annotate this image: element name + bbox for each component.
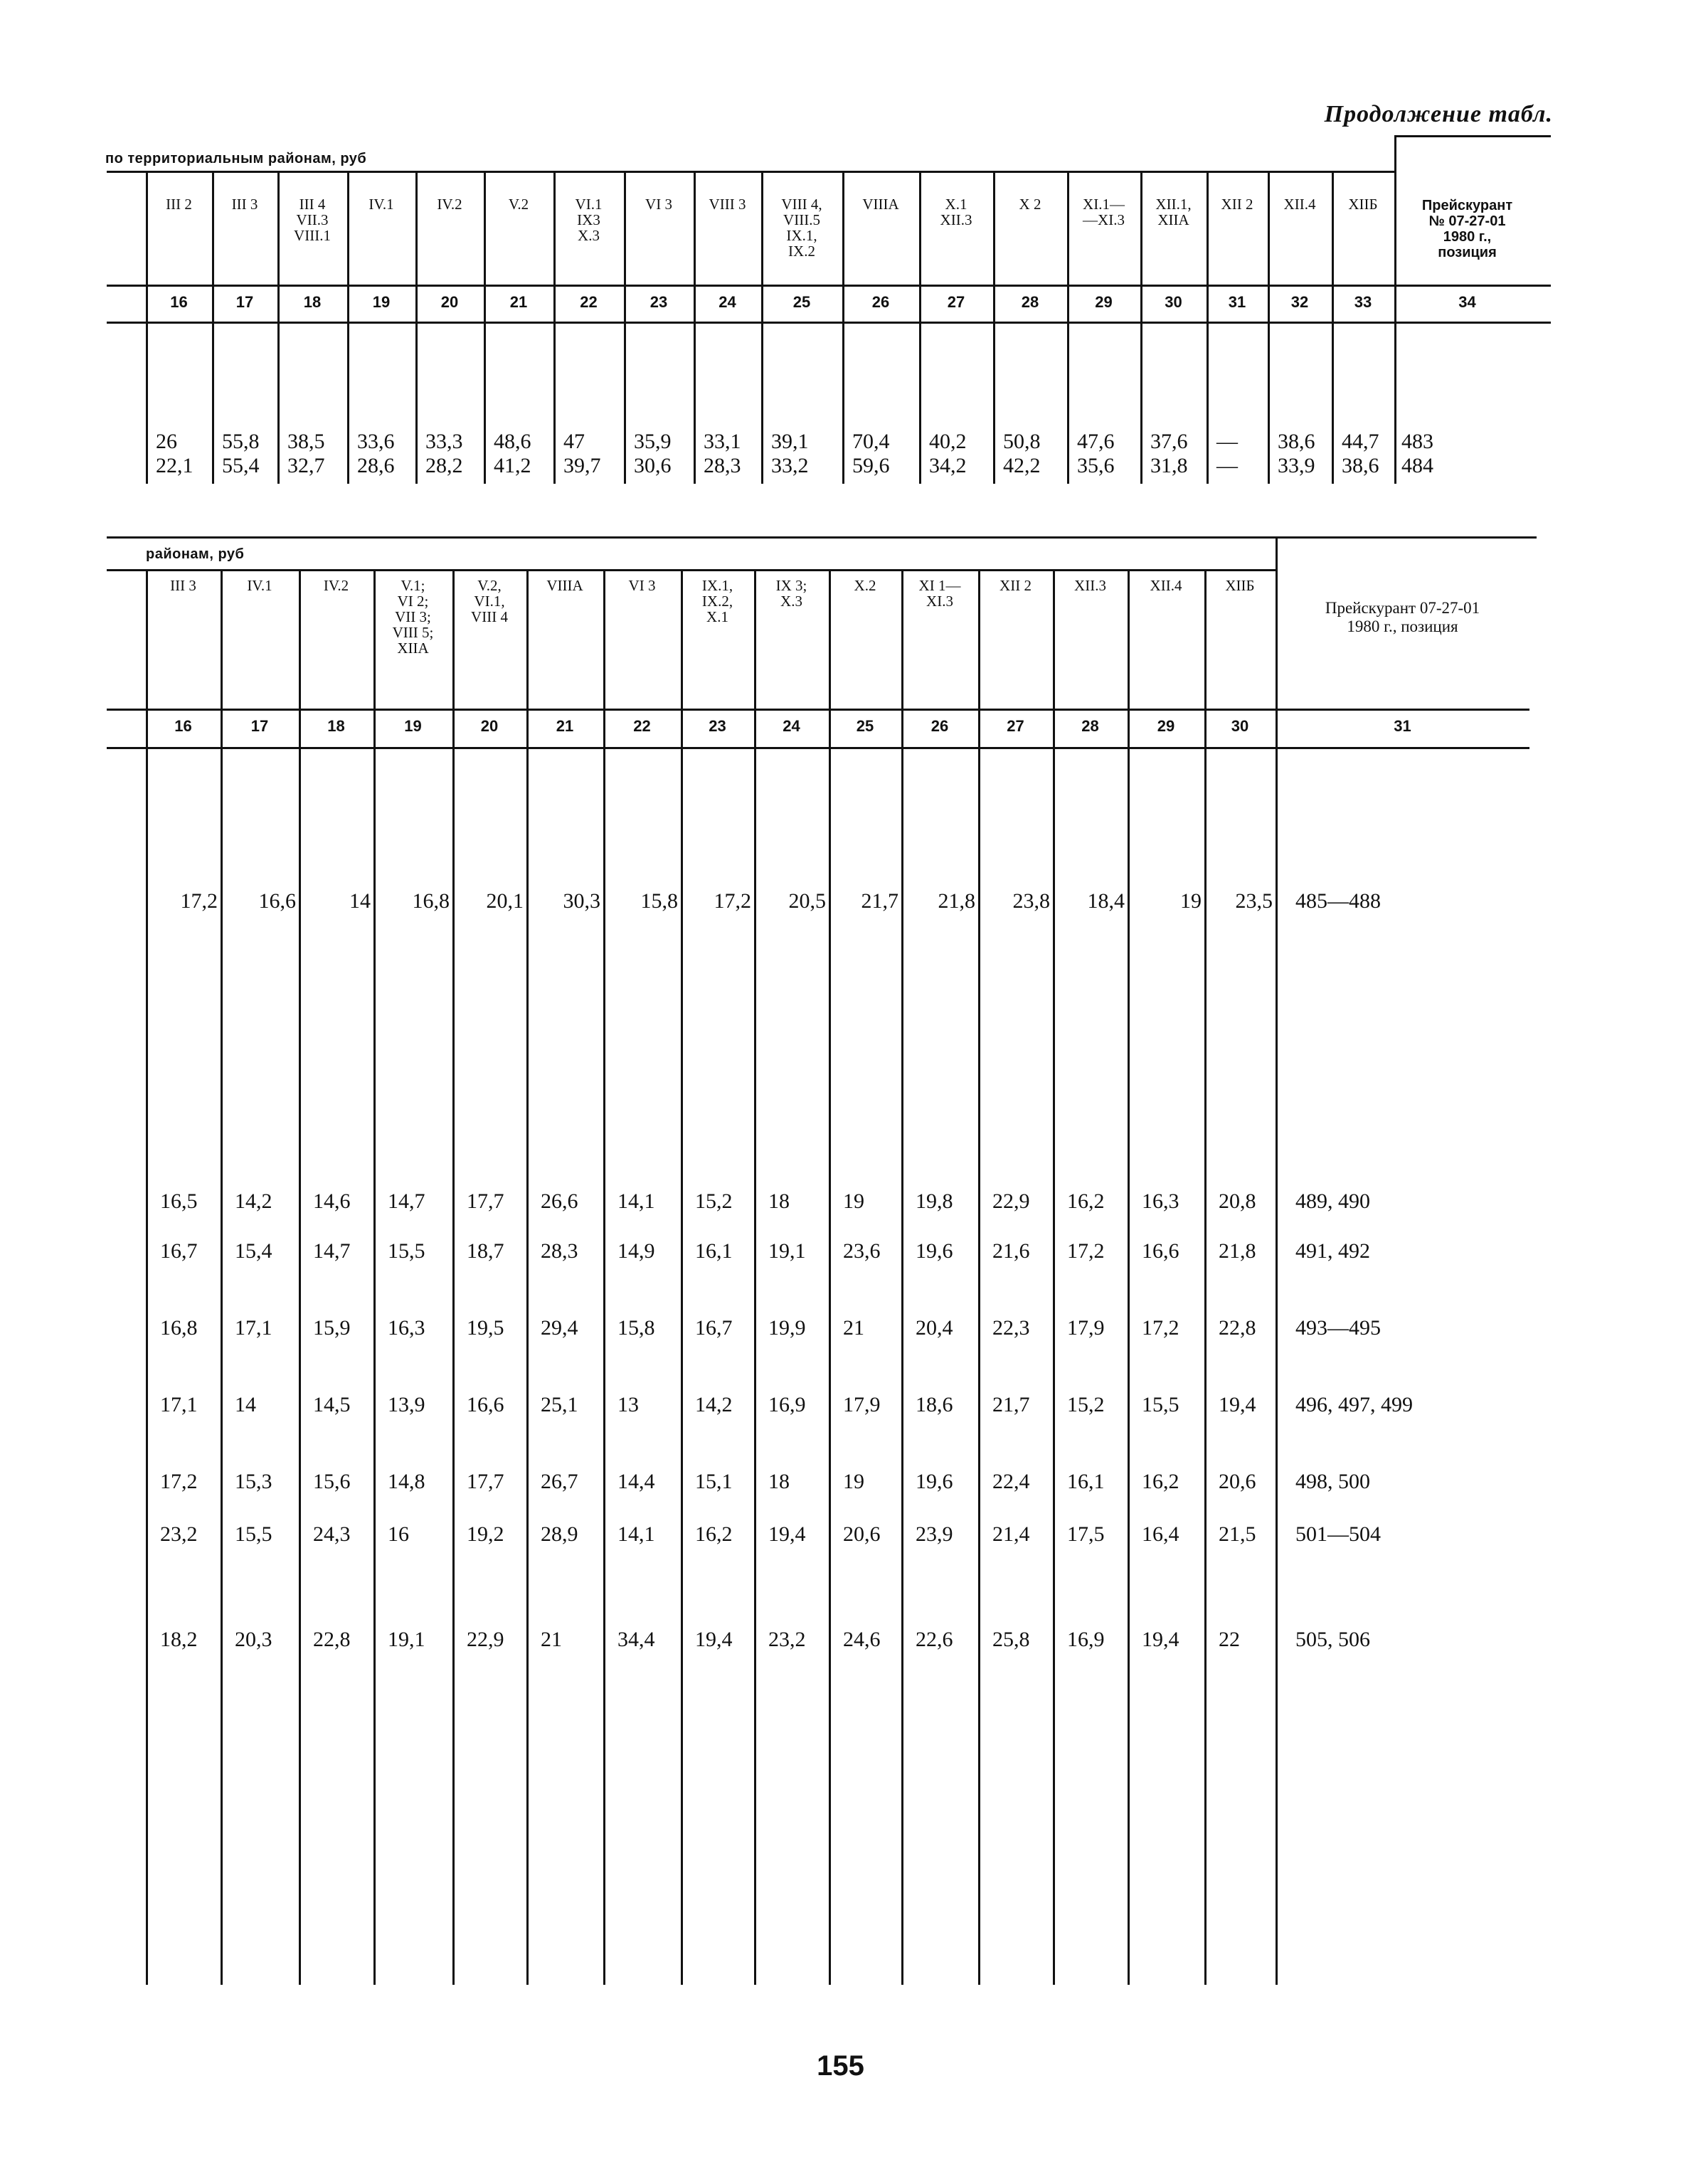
- price-cell: 17,7: [467, 1470, 504, 1493]
- column-header: V.2, VI.1, VIII 4: [471, 577, 508, 625]
- price-cell: 21,8: [938, 889, 975, 913]
- column-number: 30: [1231, 717, 1249, 735]
- column-divider: [1207, 171, 1209, 484]
- column-number: 24: [783, 717, 800, 735]
- price-cell: 14,6: [313, 1189, 351, 1213]
- column-header: IX 3; X.3: [775, 577, 807, 610]
- price-cell: 35,6: [1077, 454, 1115, 477]
- price-cell: 15,1: [695, 1470, 733, 1493]
- column-number: 28: [1081, 717, 1099, 735]
- column-divider: [1128, 569, 1130, 1985]
- price-cell: 16,4: [1142, 1522, 1179, 1546]
- price-cell: 15,8: [617, 1316, 655, 1340]
- price-cell: 22,3: [992, 1316, 1030, 1340]
- column-divider: [415, 171, 418, 484]
- price-cell: 16,3: [388, 1316, 425, 1340]
- price-cell: 19,6: [916, 1239, 953, 1263]
- rule-number-row: [107, 322, 1551, 324]
- price-cell: 47,6: [1077, 430, 1115, 453]
- price-cell: 23,9: [916, 1522, 953, 1546]
- rule-header-bottom: [107, 285, 1551, 287]
- price-cell: 16,7: [695, 1316, 733, 1340]
- price-cell: 14,4: [617, 1470, 655, 1493]
- price-cell: 16,1: [695, 1239, 733, 1263]
- column-divider: [1053, 569, 1055, 1985]
- position-cell: 496, 497, 499: [1295, 1393, 1413, 1416]
- price-cell: 16,5: [160, 1189, 198, 1213]
- price-cell: 28,9: [541, 1522, 578, 1546]
- price-cell: 19,9: [768, 1316, 806, 1340]
- column-divider: [484, 171, 486, 484]
- price-cell: 30,6: [634, 454, 672, 477]
- column-number: 27: [1007, 717, 1024, 735]
- price-cell: 37,6: [1150, 430, 1188, 453]
- price-cell: 17,2: [1067, 1239, 1105, 1263]
- column-header: X.2: [854, 577, 876, 594]
- price-cell: 39,1: [771, 430, 809, 453]
- price-cell: 19,4: [695, 1628, 733, 1651]
- price-cell: 14,5: [313, 1393, 351, 1416]
- price-cell: 18: [768, 1470, 790, 1493]
- price-cell: 42,2: [1003, 454, 1041, 477]
- column-header: XII.4: [1150, 577, 1182, 594]
- price-cell: 16,6: [467, 1393, 504, 1416]
- price-cell: 21,7: [861, 889, 898, 913]
- price-cell: 14,1: [617, 1522, 655, 1546]
- price-cell: 16,9: [1067, 1628, 1105, 1651]
- column-number: 30: [1165, 293, 1182, 311]
- price-cell: 15,2: [695, 1189, 733, 1213]
- price-cell: 14: [235, 1393, 256, 1416]
- price-cell: 29,4: [541, 1316, 578, 1340]
- price-cell: 23,2: [768, 1628, 806, 1651]
- price-cell: 19,1: [768, 1239, 806, 1263]
- price-cell: 23,2: [160, 1522, 198, 1546]
- column-divider-last: [1276, 536, 1278, 1985]
- price-cell: 13,9: [388, 1393, 425, 1416]
- price-cell: 17,9: [843, 1393, 881, 1416]
- price-cell: 19,2: [467, 1522, 504, 1546]
- column-number: 26: [930, 717, 949, 735]
- column-header: VI 3: [628, 577, 656, 594]
- column-divider: [842, 171, 844, 484]
- price-cell: 18,4: [1087, 889, 1125, 913]
- position-cell: 489, 490: [1295, 1189, 1370, 1213]
- column-divider: [452, 569, 455, 1985]
- column-number: 33: [1354, 293, 1372, 311]
- rule-top: [1394, 135, 1551, 137]
- price-cell: 22,9: [467, 1628, 504, 1651]
- price-cell: —: [1216, 454, 1238, 477]
- column-divider: [1204, 569, 1207, 1985]
- price-cell: 20,3: [235, 1628, 272, 1651]
- price-cell: 16,9: [768, 1393, 806, 1416]
- price-cell: 15,5: [235, 1522, 272, 1546]
- price-cell: —: [1216, 430, 1238, 453]
- price-cell: 17,2: [180, 889, 218, 913]
- column-number: 19: [372, 293, 391, 311]
- price-cell: 22,9: [992, 1189, 1030, 1213]
- price-cell: 17,1: [235, 1316, 272, 1340]
- price-cell: 28,3: [704, 454, 741, 477]
- column-number: 17: [250, 717, 269, 735]
- price-cell: 24,6: [843, 1628, 881, 1651]
- price-cell: 28,3: [541, 1239, 578, 1263]
- price-cell: 19: [1180, 889, 1202, 913]
- rule-number-row: [107, 747, 1529, 749]
- running-head: Продолжение табл.: [1324, 101, 1553, 127]
- column-header: VI 3: [645, 196, 672, 213]
- price-cell: 19,4: [768, 1522, 806, 1546]
- price-cell: 34,4: [617, 1628, 655, 1651]
- page-number: 155: [817, 2050, 864, 2082]
- column-divider: [901, 569, 903, 1985]
- table-caption: районам, руб: [146, 546, 245, 562]
- price-cell: 19,5: [467, 1316, 504, 1340]
- price-cell: 31,8: [1150, 454, 1188, 477]
- column-header: VIIIA: [546, 577, 583, 594]
- column-divider: [146, 569, 148, 1985]
- price-cell: 19,6: [916, 1470, 953, 1493]
- price-cell: 19,4: [1142, 1628, 1179, 1651]
- price-cell: 24,3: [313, 1522, 351, 1546]
- price-cell: 14: [349, 889, 371, 913]
- price-cell: 33,3: [425, 430, 463, 453]
- column-number: 20: [440, 293, 459, 311]
- column-number: 32: [1290, 293, 1309, 311]
- column-number: 21: [509, 293, 528, 311]
- price-cell: 26: [156, 430, 177, 453]
- price-cell: 21,8: [1219, 1239, 1256, 1263]
- price-cell: 14,2: [695, 1393, 733, 1416]
- column-header: III 3: [170, 577, 196, 594]
- price-cell: 17,2: [714, 889, 751, 913]
- column-number: 23: [709, 717, 726, 735]
- position-cell: 493—495: [1295, 1316, 1381, 1340]
- column-divider: [1332, 171, 1334, 484]
- price-cell: 33,1: [704, 430, 741, 453]
- price-cell: 14,9: [617, 1239, 655, 1263]
- column-header: VIII 3: [709, 196, 746, 213]
- column-header: IV.1: [368, 196, 394, 213]
- price-cell: 55,4: [222, 454, 260, 477]
- price-cell: 18,6: [916, 1393, 953, 1416]
- column-header: IV.2: [323, 577, 349, 594]
- price-cell: 26,7: [541, 1470, 578, 1493]
- price-cell: 23,8: [1012, 889, 1050, 913]
- column-header: IX.1, IX.2, X.1: [701, 577, 733, 625]
- column-number: 29: [1157, 717, 1175, 735]
- column-divider: [681, 569, 683, 1985]
- column-number: 16: [174, 717, 192, 735]
- table-caption: по территориальным районам, руб: [105, 151, 367, 166]
- price-cell: 25,1: [541, 1393, 578, 1416]
- price-cell: 48,6: [494, 430, 531, 453]
- price-cell: 19,4: [1219, 1393, 1256, 1416]
- column-divider: [993, 171, 995, 484]
- column-divider: [212, 171, 214, 484]
- column-divider: [978, 569, 980, 1985]
- column-header: III 4 VII.3 VIII.1: [294, 196, 331, 244]
- rule-caption: [107, 569, 1276, 571]
- column-header: VI.1 IX3 X.3: [575, 196, 603, 244]
- column-header: XII 2: [1221, 196, 1253, 213]
- column-header: XII.3: [1074, 577, 1106, 594]
- price-cell: 70,4: [852, 430, 890, 453]
- column-divider: [146, 171, 148, 484]
- column-number: 17: [235, 293, 254, 311]
- price-cell: 19: [843, 1189, 864, 1213]
- column-header: XII.4: [1283, 196, 1316, 213]
- price-cell: 15,6: [313, 1470, 351, 1493]
- column-number: 22: [580, 293, 598, 311]
- column-number: 29: [1095, 293, 1113, 311]
- column-header: Прейскурант 07-27-01 1980 г., позиция: [1325, 599, 1480, 635]
- price-cell: 17,2: [1142, 1316, 1179, 1340]
- price-cell: 55,8: [222, 430, 260, 453]
- price-cell: 19,8: [916, 1189, 953, 1213]
- price-cell: 30,3: [563, 889, 600, 913]
- position-cell: 485—488: [1295, 889, 1381, 913]
- price-cell: 33,6: [357, 430, 395, 453]
- column-divider: [694, 171, 696, 484]
- price-cell: 22,8: [313, 1628, 351, 1651]
- column-divider: [526, 569, 529, 1985]
- column-header: VIIIA: [862, 196, 899, 213]
- column-number: 24: [718, 293, 736, 311]
- price-cell: 18: [768, 1189, 790, 1213]
- price-cell: 34,2: [929, 454, 967, 477]
- column-header: III 2: [166, 196, 192, 213]
- price-cell: 59,6: [852, 454, 890, 477]
- price-cell: 14,1: [617, 1189, 655, 1213]
- price-cell: 14,2: [235, 1189, 272, 1213]
- column-number: 23: [649, 293, 668, 311]
- column-header: Прейскурант № 07-27-01 1980 г., позиция: [1421, 198, 1513, 260]
- price-cell: 38,5: [287, 430, 325, 453]
- column-number: 34: [1458, 293, 1476, 311]
- column-header: X 2: [1019, 196, 1041, 213]
- price-cell: 20,5: [788, 889, 826, 913]
- column-number: 18: [327, 717, 345, 735]
- column-number: 16: [170, 293, 188, 311]
- price-cell: 38,6: [1342, 454, 1379, 477]
- price-cell: 40,2: [929, 430, 967, 453]
- column-header: IV.1: [247, 577, 272, 594]
- price-cell: 21,4: [992, 1522, 1030, 1546]
- price-cell: 23,5: [1235, 889, 1273, 913]
- price-cell: 15,5: [388, 1239, 425, 1263]
- column-divider: [221, 569, 223, 1985]
- column-header: XIIБ: [1348, 196, 1378, 213]
- price-cell: 16,2: [695, 1522, 733, 1546]
- price-cell: 50,8: [1003, 430, 1041, 453]
- price-cell: 16,3: [1142, 1189, 1179, 1213]
- price-cell: 21,5: [1219, 1522, 1256, 1546]
- price-cell: 20,1: [486, 889, 524, 913]
- column-header: XIIБ: [1225, 577, 1255, 594]
- column-header: X.1 XII.3: [940, 196, 972, 228]
- column-header: XII.1, XIIA: [1155, 196, 1192, 228]
- price-cell: 35,9: [634, 430, 672, 453]
- position-cell: 491, 492: [1295, 1239, 1370, 1263]
- column-header: V.1; VI 2; VII 3; VIII 5; XIIA: [392, 577, 434, 657]
- price-cell: 16,8: [412, 889, 450, 913]
- column-divider: [754, 569, 756, 1985]
- column-number: 31: [1394, 717, 1411, 735]
- price-cell: 21: [843, 1316, 864, 1340]
- column-number: 31: [1228, 293, 1246, 311]
- price-cell: 19: [843, 1470, 864, 1493]
- price-cell: 20,6: [843, 1522, 881, 1546]
- price-cell: 22,8: [1219, 1316, 1256, 1340]
- price-cell: 20,8: [1219, 1189, 1256, 1213]
- column-header: IV.2: [437, 196, 462, 213]
- price-cell: 16,6: [258, 889, 296, 913]
- position-cell: 484: [1401, 454, 1433, 477]
- price-cell: 32,7: [287, 454, 325, 477]
- price-cell: 14,8: [388, 1470, 425, 1493]
- price-cell: 15,9: [313, 1316, 351, 1340]
- price-cell: 15,2: [1067, 1393, 1105, 1416]
- price-cell: 22: [1219, 1628, 1240, 1651]
- price-cell: 20,4: [916, 1316, 953, 1340]
- column-divider: [603, 569, 605, 1985]
- price-cell: 15,3: [235, 1470, 272, 1493]
- column-number: 25: [792, 293, 811, 311]
- price-cell: 16,8: [160, 1316, 198, 1340]
- rule-top: [107, 536, 1537, 539]
- column-number: 28: [1021, 293, 1039, 311]
- price-cell: 17,7: [467, 1189, 504, 1213]
- column-number: 27: [947, 293, 965, 311]
- price-cell: 33,2: [771, 454, 809, 477]
- price-cell: 14,7: [388, 1189, 425, 1213]
- price-cell: 21: [541, 1628, 562, 1651]
- column-header: V.2: [508, 196, 529, 213]
- price-cell: 16: [388, 1522, 409, 1546]
- price-cell: 16,7: [160, 1239, 198, 1263]
- price-cell: 16,1: [1067, 1470, 1105, 1493]
- column-header: III 3: [231, 196, 258, 213]
- price-cell: 16,6: [1142, 1239, 1179, 1263]
- price-cell: 15,8: [640, 889, 678, 913]
- column-header: XI.1— —XI.3: [1083, 196, 1125, 228]
- price-cell: 47: [563, 430, 585, 453]
- price-cell: 15,5: [1142, 1393, 1179, 1416]
- price-cell: 23,6: [843, 1239, 881, 1263]
- price-cell: 17,2: [160, 1470, 198, 1493]
- price-cell: 22,6: [916, 1628, 953, 1651]
- price-cell: 18,7: [467, 1239, 504, 1263]
- price-cell: 22,4: [992, 1470, 1030, 1493]
- position-cell: 505, 506: [1295, 1628, 1370, 1651]
- price-cell: 20,6: [1219, 1470, 1256, 1493]
- column-number: 20: [480, 717, 499, 735]
- column-number: 21: [556, 717, 574, 735]
- price-cell: 15,4: [235, 1239, 272, 1263]
- price-cell: 21,7: [992, 1393, 1030, 1416]
- price-cell: 17,5: [1067, 1522, 1105, 1546]
- price-cell: 18,2: [160, 1628, 198, 1651]
- column-divider: [347, 171, 349, 484]
- column-divider: [1268, 171, 1270, 484]
- column-divider: [829, 569, 831, 1985]
- column-number: 18: [303, 293, 322, 311]
- price-cell: 26,6: [541, 1189, 578, 1213]
- rule-caption: [107, 171, 1394, 173]
- price-cell: 28,6: [357, 454, 395, 477]
- column-divider: [373, 569, 376, 1985]
- price-cell: 41,2: [494, 454, 531, 477]
- price-cell: 39,7: [563, 454, 601, 477]
- column-header: XI 1— XI.3: [918, 577, 961, 610]
- column-header: XII 2: [999, 577, 1032, 594]
- price-cell: 13: [617, 1393, 639, 1416]
- column-number: 22: [633, 717, 651, 735]
- price-cell: 21,6: [992, 1239, 1030, 1263]
- price-cell: 16,2: [1067, 1189, 1105, 1213]
- price-cell: 19,1: [388, 1628, 425, 1651]
- price-cell: 17,9: [1067, 1316, 1105, 1340]
- position-cell: 501—504: [1295, 1522, 1381, 1546]
- price-cell: 38,6: [1278, 430, 1315, 453]
- price-cell: 33,9: [1278, 454, 1315, 477]
- price-cell: 14,7: [313, 1239, 351, 1263]
- column-number: 19: [404, 717, 422, 735]
- rule-header-bottom: [107, 709, 1529, 711]
- column-number: 26: [871, 293, 890, 311]
- column-divider: [624, 171, 626, 484]
- position-cell: 483: [1401, 430, 1433, 453]
- column-divider: [299, 569, 301, 1985]
- column-header: VIII 4, VIII.5 IX.1, IX.2: [781, 196, 822, 260]
- price-cell: 22,1: [156, 454, 193, 477]
- column-number: 25: [856, 717, 874, 735]
- price-cell: 16,2: [1142, 1470, 1179, 1493]
- price-cell: 17,1: [160, 1393, 198, 1416]
- position-cell: 498, 500: [1295, 1470, 1370, 1493]
- price-cell: 25,8: [992, 1628, 1030, 1651]
- price-cell: 28,2: [425, 454, 463, 477]
- price-cell: 44,7: [1342, 430, 1379, 453]
